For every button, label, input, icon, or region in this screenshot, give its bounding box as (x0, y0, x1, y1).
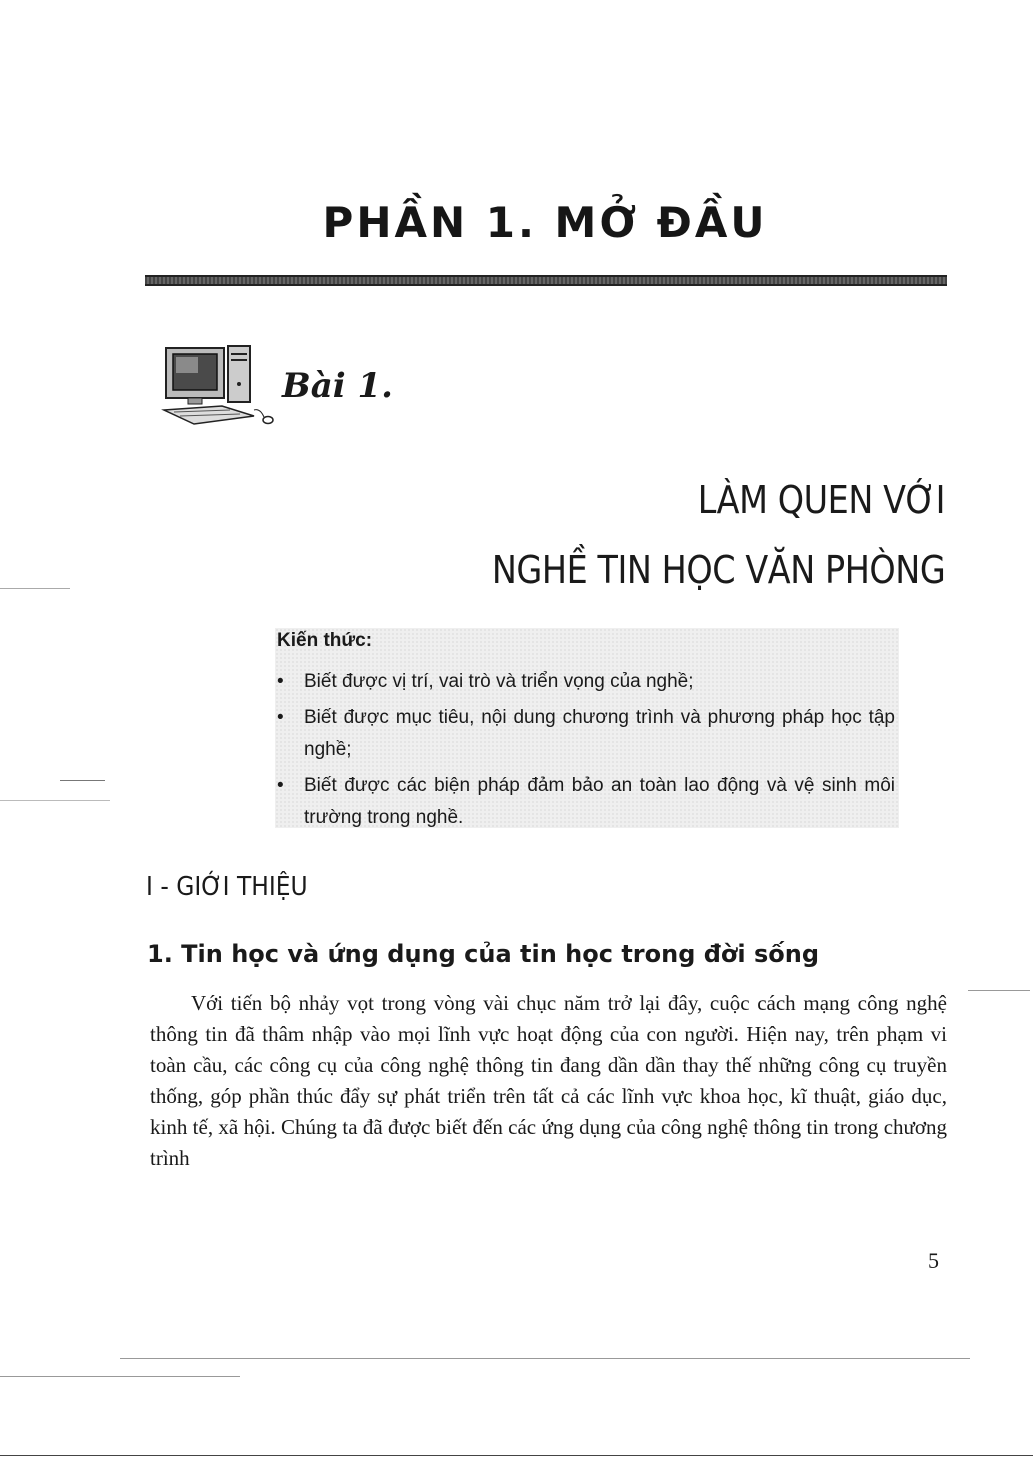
scan-artifact-line (0, 588, 70, 589)
bullet-icon: • (277, 671, 284, 692)
bullet-icon: • (277, 707, 284, 728)
objective-item (275, 770, 895, 834)
scan-artifact-line (60, 780, 105, 781)
scan-artifact-line (120, 1358, 970, 1359)
section-heading: I - GIỚI THIỆU (146, 872, 308, 902)
page-number: 5 (928, 1248, 939, 1273)
objective-text: Biết được mục tiêu, nội dung chương trình và phương pháp học tập nghề; (304, 707, 895, 760)
scan-artifact-line (968, 990, 1030, 991)
subsection-heading: 1. Tin học và ứng dụng của tin học trong đời sống (147, 940, 820, 968)
objective-text: Biết được các biện pháp đảm bảo an toàn lao động và vệ sinh môi trường trong nghề. (304, 775, 895, 828)
objective-item (275, 666, 895, 698)
objectives-heading: Kiến thức: (277, 630, 373, 651)
scan-artifact-line (0, 1455, 1033, 1456)
scan-artifact-line (0, 1376, 240, 1377)
bullet-icon: • (277, 775, 284, 796)
objectives-box (275, 628, 899, 828)
lesson-title-line-2: NGHỀ TIN HỌC VĂN PHÒNG (491, 548, 945, 592)
part-title: PHẦN 1. MỞ ĐẦU (322, 198, 768, 247)
title-divider (145, 275, 947, 286)
objective-text: Biết được vị trí, vai trò và triển vọng của nghề; (304, 671, 694, 692)
computer-icon (160, 340, 280, 430)
lesson-label: Bài 1. (282, 366, 394, 406)
objective-item (275, 702, 895, 766)
scan-artifact-line (0, 800, 110, 801)
body-paragraph: Với tiến bộ nhảy vọt trong vòng vài chục năm trở lại đây, cuộc cách mạng công nghệ thông tin đã thâm nhập vào mọi lĩnh vực hoạt động của con người. Hiện nay, trên phạm vi toàn cầu, các công cụ của công nghệ thông tin đang dần dần thay thế những công cụ truyền thống, góp phần thúc đẩy sự phát triển trên tất cả các lĩnh vực khoa học, kĩ thuật, giáo dục, kinh tế, xã hội. Chúng ta đã được biết đến các ứng dụng của công nghệ thông tin trong chương trình (150, 991, 947, 1170)
lesson-title-line-1: LÀM QUEN VỚI (697, 478, 945, 522)
